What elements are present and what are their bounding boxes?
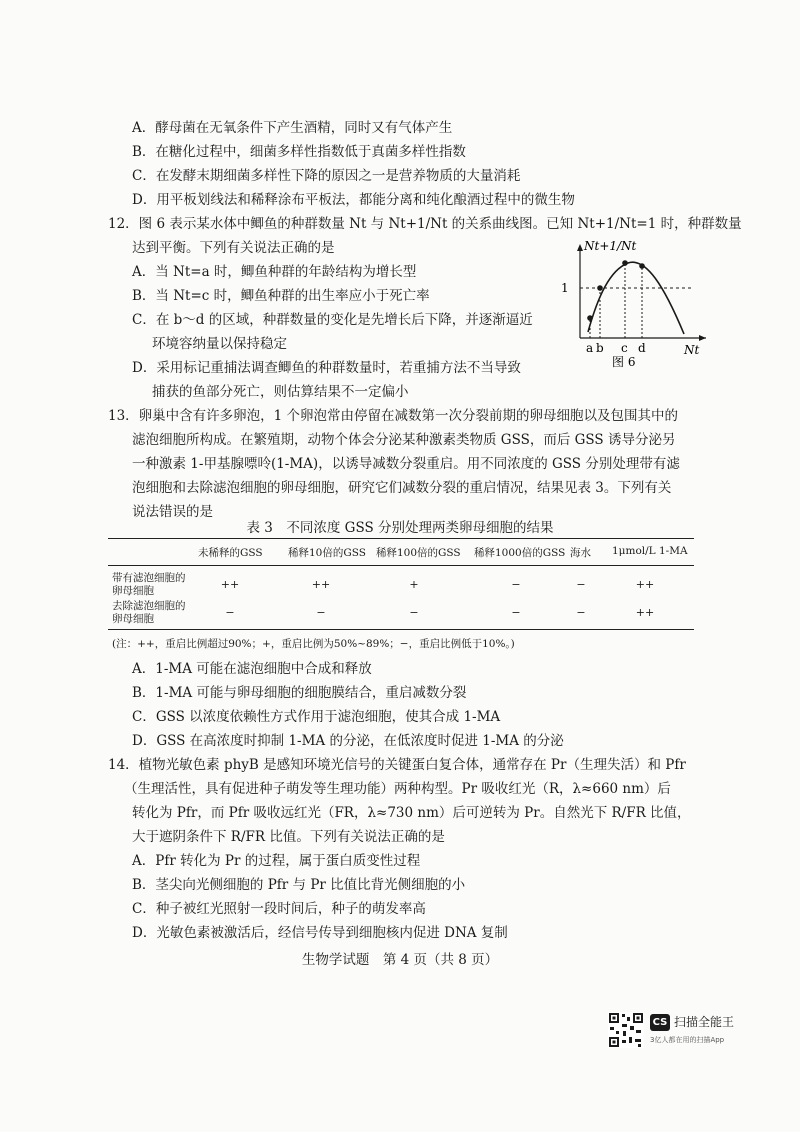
- camscanner-logo: CS: [650, 1014, 670, 1031]
- table-cell: −: [409, 606, 419, 619]
- table-cell: ++: [220, 578, 240, 591]
- q13-stem-line-2: 滤泡细胞所构成。在繁殖期，动物个体会分泌某种激素类物质 GSS，而后 GSS 诱导分泌另: [132, 432, 676, 448]
- camscanner-brand: 扫描全能王: [674, 1015, 735, 1029]
- table-cell: −: [511, 606, 521, 619]
- col-header-undiluted: 未稀释的GSS: [198, 547, 263, 559]
- page-footer: 生物学试题 第 4 页（共 8 页）: [301, 952, 499, 968]
- q13-stem-line-4: 泡细胞和去除滤泡细胞的卵母细胞，研究它们减数分裂的重启情况，结果见表 3。下列有关: [132, 480, 672, 496]
- q13-stem-line-1: 13．卵巢中含有许多卵泡，1 个卵泡常由停留在减数第一次分裂前期的卵母细胞以及包围其中的: [108, 408, 679, 424]
- col-header-10x: 稀释10倍的GSS: [288, 547, 366, 559]
- figure-6: [558, 238, 718, 368]
- y-tick-1: 1: [561, 281, 569, 295]
- population-curve: [588, 262, 684, 334]
- table-cell: ++: [311, 578, 331, 591]
- table-cell: ++: [635, 606, 655, 619]
- q12-option-a: A．当 Nt=a 时，鲫鱼种群的年龄结构为增长型: [132, 264, 417, 280]
- table-top-rule: [108, 538, 694, 539]
- q12-stem-line-1: 12．图 6 表示某水体中鲫鱼的种群数量 Nt 与 Nt+1/Nt 的关系曲线图。已知 Nt+1/Nt=1 时，种群数量: [108, 216, 742, 232]
- q11-option-d: D．用平板划线法和稀释涂布平板法，都能分离和纯化酿酒过程中的微生物: [132, 192, 575, 208]
- point-d: [639, 263, 645, 269]
- row-label-with-follicle: 带有滤泡细胞的 卵母细胞: [112, 572, 186, 597]
- q13-option-b: B．1-MA 可能与卵母细胞的细胞膜结合，重启减数分裂: [132, 685, 467, 701]
- q12-option-d-cont: 捕获的鱼部分死亡，则估算结果不一定偏小: [152, 384, 409, 400]
- x-axis-arrow: [699, 335, 706, 341]
- q14-option-c: C．种子被红光照射一段时间后，种子的萌发率高: [132, 901, 426, 917]
- q12-option-d: D．采用标记重捕法调查鲫鱼的种群数量时，若重捕方法不当导致: [132, 360, 521, 376]
- figure-caption: 图 6: [612, 355, 636, 368]
- table-cell: −: [576, 606, 586, 619]
- q11-option-c: C．在发酵末期细菌多样性下降的原因之一是营养物质的大量消耗: [132, 168, 521, 184]
- table-cell: ++: [635, 578, 655, 591]
- camscanner-tagline: 3亿人都在用的扫描App: [650, 1036, 725, 1044]
- q13-option-a: A．1-MA 可能在滤泡细胞中合成和释放: [132, 661, 372, 677]
- q11-option-b: B．在糖化过程中，细菌多样性指数低于真菌多样性指数: [132, 144, 466, 160]
- q13-option-d: D．GSS 在高浓度时抑制 1-MA 的分泌，在低浓度时促进 1-MA 的分泌: [132, 733, 564, 749]
- x-tick-d: d: [638, 341, 646, 355]
- y-axis-label: Nt+1/Nt: [584, 239, 637, 253]
- table-cell: −: [316, 606, 326, 619]
- q12-option-c: C．在 b～d 的区域，种群数量的变化是先增长后下降，并逐渐逼近: [132, 312, 533, 328]
- x-tick-a: a: [586, 341, 594, 355]
- table-cell: +: [409, 578, 419, 591]
- q14-stem-line-1: 14．植物光敏色素 phyB 是感知环境光信号的关键蛋白复合体，通常存在 Pr（生理失活）和 Pfr: [108, 757, 686, 773]
- y-axis-arrow: [577, 244, 583, 251]
- q13-stem-line-5: 说法错误的是: [132, 504, 213, 520]
- table-note: (注：++，重启比例超过90%；+，重启比例为50%~89%；−，重启比例低于10%。): [112, 638, 515, 650]
- qr-code-icon: [608, 1012, 644, 1048]
- q12-option-c-cont: 环境容纳量以保持稳定: [152, 336, 287, 352]
- q14-stem-line-2: （生理活性，具有促进种子萌发等生理功能）两种构型。Pr 吸收红光（R，λ≈660 nm）后: [124, 781, 671, 797]
- table-3-title: 表 3 不同浓度 GSS 分别处理两类卵母细胞的结果: [246, 520, 554, 536]
- table-cell: −: [511, 578, 521, 591]
- q13-stem-line-3: 一种激素 1-甲基腺嘌呤(1-MA)，以诱导减数分裂重启。用不同浓度的 GSS 分别处理带有滤: [132, 456, 680, 472]
- col-header-100x: 稀释100倍的GSS: [376, 547, 461, 559]
- col-header-seawater: 海水: [570, 547, 591, 559]
- q14-option-a: A．Pfr 转化为 Pr 的过程，属于蛋白质变性过程: [132, 853, 421, 869]
- col-header-1ma: 1μmol/L 1-MA: [612, 545, 688, 557]
- x-tick-b: b: [596, 341, 604, 355]
- table-bottom-rule: [108, 629, 694, 630]
- q14-stem-line-3: 转化为 Pfr，而 Pfr 吸收远红光（FR，λ≈730 nm）后可逆转为 Pr。自然光下 R/FR 比值，: [132, 805, 691, 821]
- x-tick-c: c: [621, 341, 628, 355]
- x-axis-label: Nt: [684, 343, 700, 357]
- table-header-rule: [108, 565, 694, 566]
- q12-option-b: B．当 Nt=c 时，鲫鱼种群的出生率应小于死亡率: [132, 288, 430, 304]
- table-cell: −: [225, 606, 235, 619]
- point-a: [587, 315, 593, 321]
- col-header-1000x: 稀释1000倍的GSS: [474, 547, 566, 559]
- q11-option-a: A．酵母菌在无氧条件下产生酒精，同时又有气体产生: [132, 120, 453, 136]
- q14-stem-line-4: 大于遮阴条件下 R/FR 比值。下列有关说法正确的是: [132, 829, 445, 845]
- q14-option-d: D．光敏色素被激活后，经信号传导到细胞核内促进 DNA 复制: [132, 925, 508, 941]
- table-cell: −: [576, 578, 586, 591]
- q12-stem-line-2: 达到平衡。下列有关说法正确的是: [132, 240, 335, 256]
- row-label-without-follicle: 去除滤泡细胞的 卵母细胞: [112, 600, 186, 625]
- q13-option-c: C．GSS 以浓度依赖性方式作用于滤泡细胞，使其合成 1-MA: [132, 709, 501, 725]
- point-b: [597, 285, 603, 291]
- q14-option-b: B．茎尖向光侧细胞的 Pfr 与 Pr 比值比背光侧细胞的小: [132, 877, 466, 893]
- point-c: [622, 260, 628, 266]
